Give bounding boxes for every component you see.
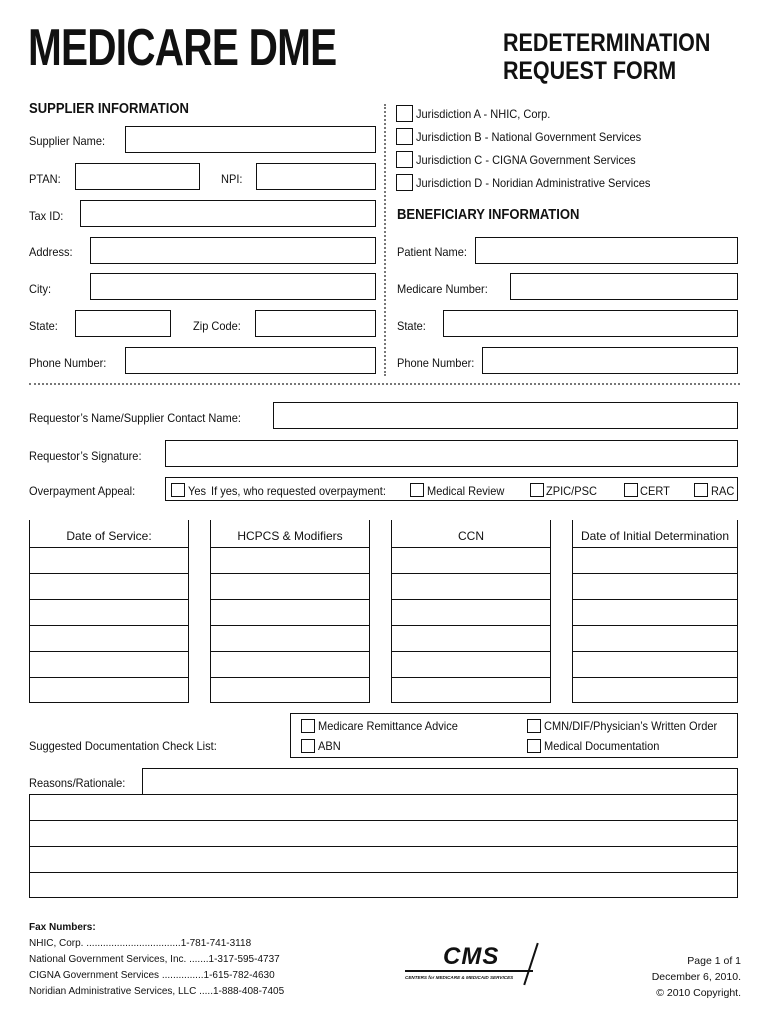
fax-number: 1-888-408-7405 bbox=[212, 986, 285, 997]
initial-determination-header: Date of Initial Determination bbox=[580, 529, 730, 543]
jurisdiction-d-label: Jurisdiction D - Noridian Administrative Services bbox=[416, 176, 651, 190]
requestor-signature-field[interactable] bbox=[165, 440, 738, 467]
address-field[interactable] bbox=[90, 237, 376, 264]
beneficiary-state-field[interactable] bbox=[443, 310, 738, 337]
ptan-field[interactable] bbox=[75, 163, 200, 190]
overpayment-who-label: If yes, who requested overpayment: bbox=[211, 484, 386, 498]
medical-review-checkbox[interactable] bbox=[410, 483, 424, 497]
ccn-header: CCN bbox=[458, 529, 484, 543]
form-date: December 6, 2010. bbox=[651, 971, 741, 983]
fax-name: NHIC, Corp. bbox=[29, 938, 87, 949]
requestor-name-label: Requestor’s Name/Supplier Contact Name: bbox=[29, 411, 241, 425]
fax-number: 1-317-595-4737 bbox=[208, 954, 280, 965]
form-title-main: MEDICARE DME bbox=[28, 19, 337, 77]
state-field[interactable] bbox=[75, 310, 171, 337]
fax-name: Noridian Administrative Services, LLC bbox=[29, 986, 200, 997]
form-title-line1: REDETERMINATION bbox=[503, 29, 711, 57]
medicare-number-field[interactable] bbox=[510, 273, 738, 300]
address-label: Address: bbox=[29, 245, 73, 259]
jurisdiction-c-label: Jurisdiction C - CIGNA Government Services bbox=[416, 153, 636, 167]
reasons-field[interactable] bbox=[29, 794, 738, 898]
beneficiary-heading: BENEFICIARY INFORMATION bbox=[397, 207, 580, 223]
jurisdiction-a-label: Jurisdiction A - NHIC, Corp. bbox=[416, 107, 551, 121]
cms-logo-slash bbox=[523, 943, 538, 985]
fax-dots: .................................. bbox=[86, 938, 181, 949]
initial-determination-column bbox=[572, 520, 738, 703]
medical-documentation-checkbox[interactable] bbox=[527, 739, 541, 753]
zpic-psc-checkbox[interactable] bbox=[530, 483, 544, 497]
beneficiary-phone-field[interactable] bbox=[482, 347, 738, 374]
overpayment-yes-label: Yes bbox=[188, 484, 207, 498]
zip-field[interactable] bbox=[255, 310, 376, 337]
abn-checkbox[interactable] bbox=[301, 739, 315, 753]
cert-label: CERT bbox=[640, 484, 670, 498]
cms-logo-text: CMS bbox=[443, 943, 500, 970]
cms-logo bbox=[405, 940, 550, 992]
ptan-label: PTAN: bbox=[29, 172, 61, 186]
medical-documentation-label: Medical Documentation bbox=[544, 739, 660, 753]
cms-logo-tagline: CENTERS for MEDICARE & MEDICAID SERVICES bbox=[405, 975, 514, 980]
npi-field[interactable] bbox=[256, 163, 376, 190]
jurisdiction-d-checkbox[interactable] bbox=[396, 174, 413, 191]
requestor-signature-label: Requestor’s Signature: bbox=[29, 449, 142, 463]
overpayment-appeal-label: Overpayment Appeal: bbox=[29, 484, 136, 498]
npi-label: NPI: bbox=[221, 172, 243, 186]
date-of-service-column bbox=[29, 520, 189, 703]
supplier-phone-label: Phone Number: bbox=[29, 356, 107, 370]
overpayment-yes-checkbox[interactable] bbox=[171, 483, 185, 497]
abn-label: ABN bbox=[318, 739, 341, 753]
page-number: Page 1 of 1 bbox=[687, 955, 741, 967]
supplier-heading: SUPPLIER INFORMATION bbox=[29, 101, 189, 117]
ccn-column bbox=[391, 520, 551, 703]
fax-line-noridian bbox=[29, 986, 284, 997]
date-of-service-header: Date of Service: bbox=[66, 529, 152, 543]
state-label: State: bbox=[29, 319, 58, 333]
fax-heading: Fax Numbers: bbox=[29, 922, 96, 933]
supplier-name-field[interactable] bbox=[125, 126, 376, 153]
section-divider-horizontal bbox=[29, 383, 740, 385]
form-title-line2: REQUEST FORM bbox=[503, 57, 677, 85]
doc-checklist-label: Suggested Documentation Check List: bbox=[29, 739, 217, 753]
rac-label: RAC bbox=[711, 484, 735, 498]
hcpcs-header: HCPCS & Modifiers bbox=[237, 529, 343, 543]
cms-logo-rule bbox=[405, 970, 533, 972]
fax-name: CIGNA Government Services bbox=[29, 970, 162, 981]
supplier-name-label: Supplier Name: bbox=[29, 134, 106, 148]
supplier-phone-field[interactable] bbox=[125, 347, 376, 374]
fax-name: National Government Services, Inc. bbox=[29, 954, 190, 965]
fax-line-ngs bbox=[29, 954, 280, 965]
city-field[interactable] bbox=[90, 273, 376, 300]
hcpcs-column bbox=[210, 520, 370, 703]
fax-dots: ............... bbox=[161, 970, 204, 981]
fax-line-cigna bbox=[29, 970, 275, 981]
remittance-advice-label: Medicare Remittance Advice bbox=[318, 719, 458, 733]
reasons-label: Reasons/Rationale: bbox=[29, 776, 126, 790]
fax-dots: ..... bbox=[199, 986, 213, 997]
fax-line-nhic bbox=[29, 938, 251, 949]
remittance-advice-checkbox[interactable] bbox=[301, 719, 315, 733]
jurisdiction-b-checkbox[interactable] bbox=[396, 128, 413, 145]
fax-number: 1-615-782-4630 bbox=[203, 970, 275, 981]
patient-name-label: Patient Name: bbox=[397, 245, 467, 259]
city-label: City: bbox=[29, 282, 52, 296]
cmn-order-checkbox[interactable] bbox=[527, 719, 541, 733]
cmn-order-label: CMN/DIF/Physician’s Written Order bbox=[544, 719, 718, 733]
form-title-sub bbox=[503, 29, 710, 85]
section-divider-vertical bbox=[384, 104, 386, 376]
jurisdiction-c-checkbox[interactable] bbox=[396, 151, 413, 168]
jurisdiction-b-label: Jurisdiction B - National Government Services bbox=[416, 130, 642, 144]
medicare-number-label: Medicare Number: bbox=[397, 282, 488, 296]
jurisdiction-a-checkbox[interactable] bbox=[396, 105, 413, 122]
beneficiary-state-label: State: bbox=[397, 319, 426, 333]
requestor-name-field[interactable] bbox=[273, 402, 738, 429]
copyright: © 2010 Copyright. bbox=[656, 987, 741, 999]
beneficiary-phone-label: Phone Number: bbox=[397, 356, 475, 370]
taxid-field[interactable] bbox=[80, 200, 376, 227]
zip-label: Zip Code: bbox=[193, 319, 241, 333]
patient-name-field[interactable] bbox=[475, 237, 738, 264]
zpic-psc-label: ZPIC/PSC bbox=[546, 484, 597, 498]
fax-number: 1-781-741-3118 bbox=[180, 938, 252, 949]
taxid-label: Tax ID: bbox=[29, 209, 64, 223]
rac-checkbox[interactable] bbox=[694, 483, 708, 497]
cert-checkbox[interactable] bbox=[624, 483, 638, 497]
medical-review-label: Medical Review bbox=[427, 484, 505, 498]
reasons-first-line[interactable] bbox=[142, 768, 738, 795]
fax-dots: ....... bbox=[189, 954, 209, 965]
page-footer bbox=[652, 953, 741, 1001]
